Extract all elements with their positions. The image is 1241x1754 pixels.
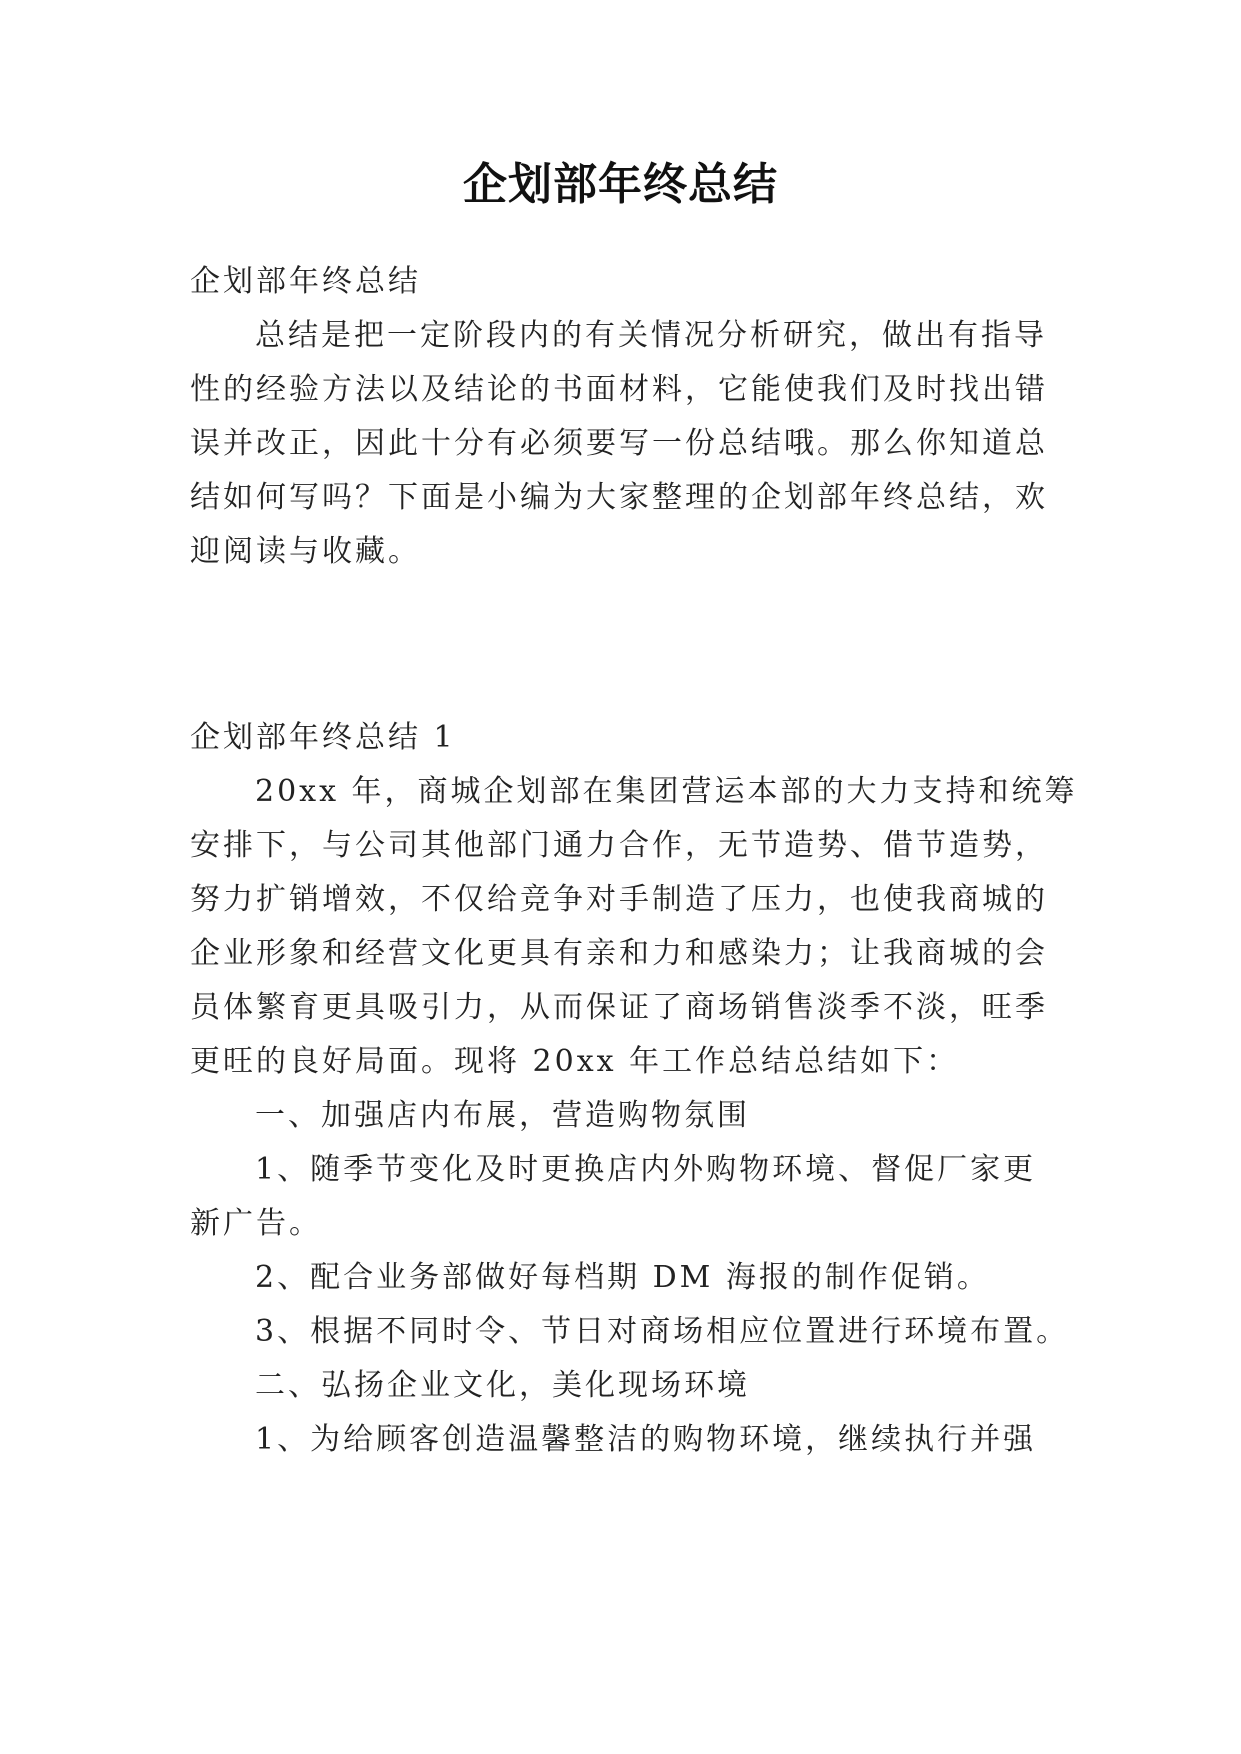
body-line: 1、为给顾客创造温馨整洁的购物环境，继续执行并强: [255, 1422, 1037, 1457]
body-line: 新广告。: [190, 1206, 322, 1241]
body-line: 安排下，与公司其他部门通力合作，无节造势、借节造势，: [190, 828, 1048, 863]
subheading-1: 一、加强店内布展，营造购物氛围: [255, 1098, 750, 1133]
body-line: 1、随季节变化及时更换店内外购物环境、督促厂家更: [255, 1152, 1037, 1187]
intro-line: 总结是把一定阶段内的有关情况分析研究，做出有指导: [255, 318, 1047, 353]
section-heading: 企划部年终总结 1: [190, 720, 456, 755]
body-line: 20xx 年，商城企划部在集团营运本部的大力支持和统筹: [255, 774, 1078, 809]
intro-line: 结如何写吗？下面是小编为大家整理的企划部年终总结，欢: [190, 480, 1048, 515]
body-line: 努力扩销增效，不仅给竞争对手制造了压力，也使我商城的: [190, 882, 1048, 917]
document-title: 企划部年终总结: [463, 159, 778, 210]
intro-heading: 企划部年终总结: [190, 264, 421, 299]
body-line: 员体繁育更具吸引力，从而保证了商场销售淡季不淡，旺季: [190, 990, 1048, 1025]
body-line: 企业形象和经营文化更具有亲和力和感染力；让我商城的会: [190, 936, 1048, 971]
body-line: 2、配合业务部做好每档期 DM 海报的制作促销。: [255, 1260, 990, 1295]
body-line: 更旺的良好局面。现将 20xx 年工作总结总结如下：: [190, 1044, 960, 1079]
intro-line: 误并改正，因此十分有必须要写一份总结哦。那么你知道总: [190, 426, 1048, 461]
body-line: 3、根据不同时令、节日对商场相应位置进行环境布置。: [255, 1314, 1070, 1349]
intro-line: 性的经验方法以及结论的书面材料，它能使我们及时找出错: [190, 372, 1048, 407]
intro-line: 迎阅读与收藏。: [190, 534, 421, 569]
subheading-2: 二、弘扬企业文化，美化现场环境: [255, 1368, 750, 1403]
